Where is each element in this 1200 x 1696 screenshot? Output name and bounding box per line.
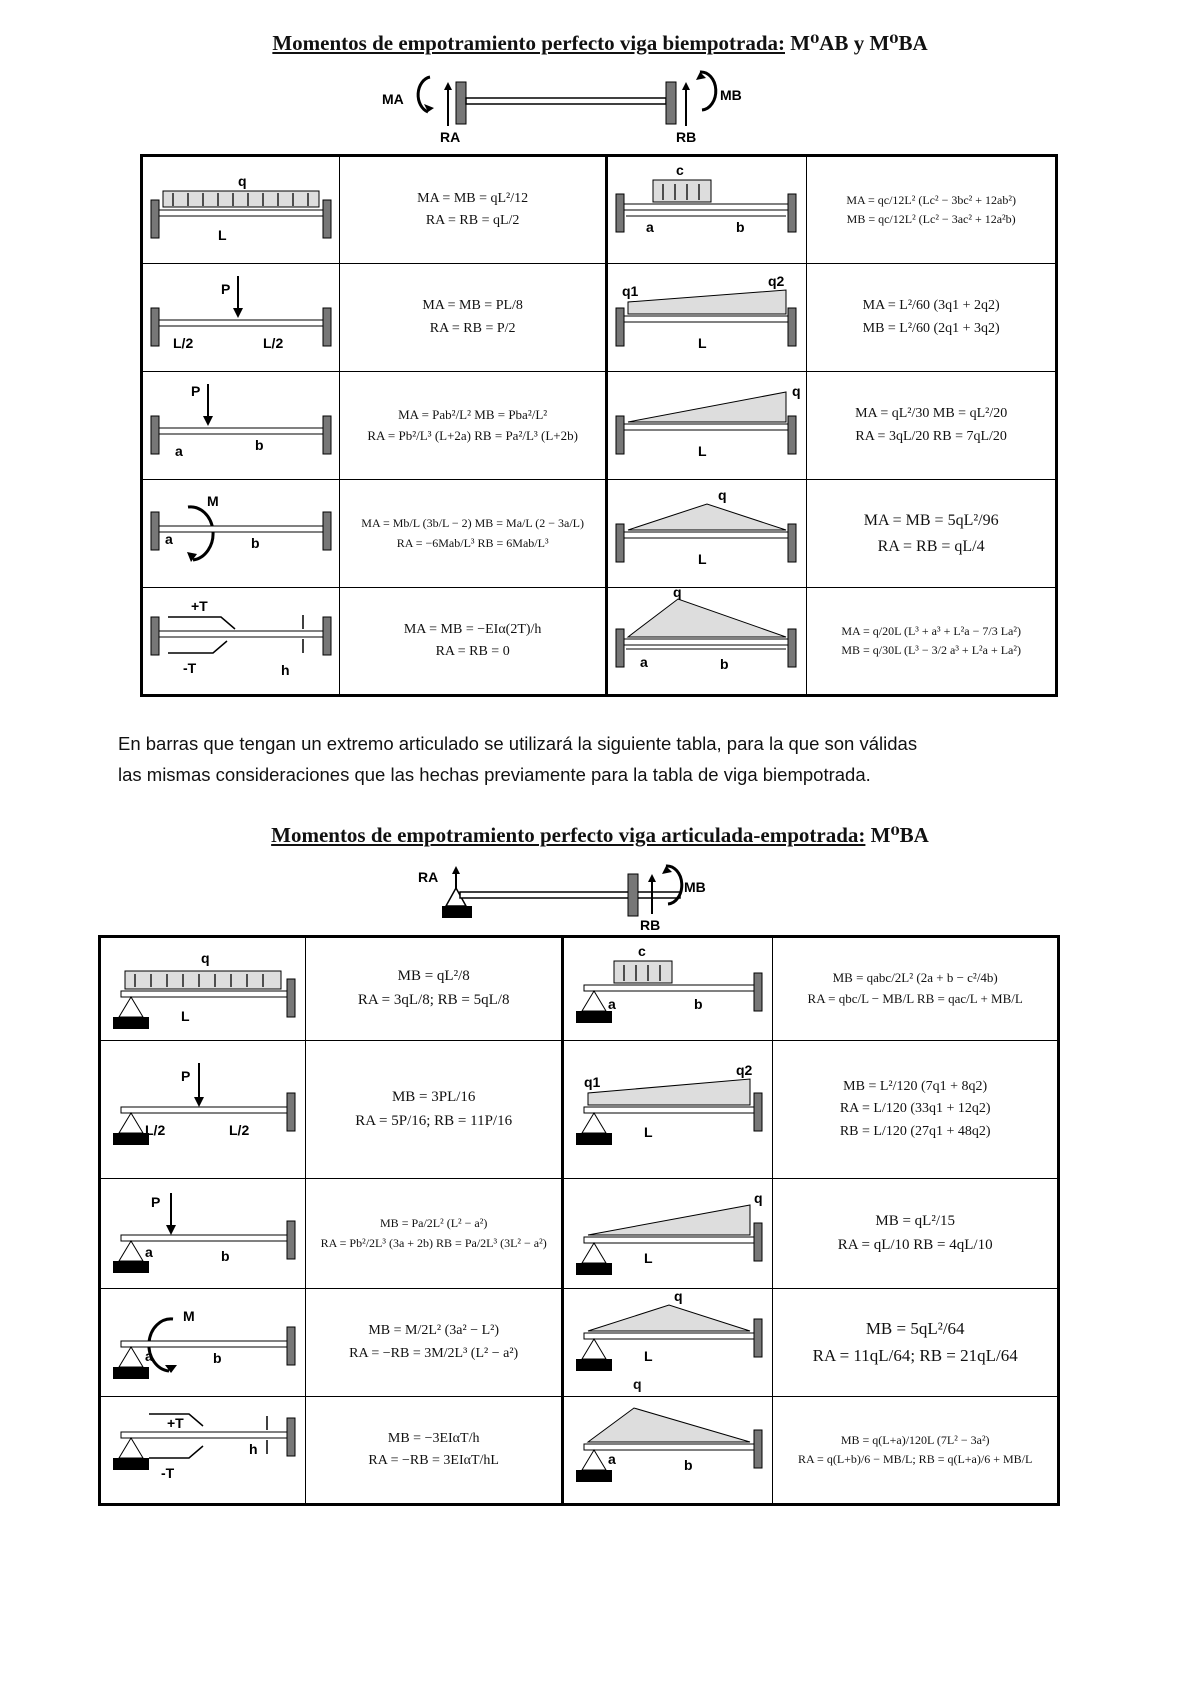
equation: RA = RB = 0 [435,644,510,659]
label-plus-t: +T [191,598,208,614]
label-m: M [207,492,219,509]
label-ra: RA [440,129,461,144]
equation: MB = L²/60 (2q1 + 3q2) [862,320,1000,336]
equation: MB = q/30L (L³ − 3/2 a³ + L²a + La²) [841,643,1021,657]
label-rb: RB [640,917,661,932]
label-p: P [181,1067,191,1084]
label-q1: q1 [584,1073,601,1090]
equation: RA = qbc/L − MB/L RB = qac/L + MB/L [807,991,1023,1006]
equation: MB = −3EIαT/h [387,1430,480,1446]
paragraph-line: En barras que tengan un extremo articulado se utilizará la siguiente tabla, para la que son válidas [118,733,918,754]
label-l2: L/2 [229,1121,250,1138]
case-equations [807,264,1057,372]
case-figure [607,588,807,696]
section2-title-symbols: M⁰BA [870,823,929,847]
label-minus-t: -T [161,1465,175,1481]
table-row [142,156,1057,264]
case-equations [773,937,1059,1041]
label-l: L [698,550,707,567]
table-row [100,1041,1059,1179]
case-figure [100,1041,306,1179]
label-b: b [255,436,264,453]
label-m: M [183,1307,195,1324]
section1-title-text: Momentos de empotramiento perfecto viga biempotrada: [272,31,785,55]
label-a: a [145,1347,153,1364]
label-q: q [201,950,210,966]
label-q2: q2 [736,1061,753,1078]
label-l: L [644,1249,653,1266]
equation: MB = L²/120 (7q1 + 8q2) [843,1079,988,1095]
label-p: P [151,1193,161,1210]
label-q2: q2 [768,272,785,289]
equation: RA = 3qL/20 RB = 7qL/20 [855,428,1007,444]
equation: RA = q(L+b)/6 − MB/L; RB = q(L+a)/6 + MB/L [798,1452,1033,1466]
case-figure [563,937,773,1041]
label-b: b [684,1457,693,1473]
equation: MB = q(L+a)/120L (7L² − 3a²) [840,1432,990,1447]
equation: RA = 11qL/64; RB = 21qL/64 [812,1345,1018,1365]
equation: RA = 5P/16; RB = 11P/16 [355,1112,513,1129]
table-row [142,372,1057,480]
equation: RA = Pb²/L³ (L+2a) RB = Pa²/L³ (L+2b) [367,427,578,443]
equation: MB = M/2L² (3a² − L²) [368,1323,500,1339]
equation: RA = RB = P/2 [429,320,516,336]
case-figure [607,480,807,588]
label-b: b [221,1247,230,1264]
equation: MA = Mb/L (3b/L − 2) MB = Ma/L (2 − 3a/L) [361,516,584,531]
case-figure [607,156,807,264]
label-a: a [175,442,183,459]
label-l: L [218,227,227,243]
case-figure [563,1289,773,1397]
equation: MB = qabc/2L² (2a + b − c²/4b) [832,970,998,986]
label-q: q [238,173,247,189]
case-figure [142,480,340,588]
case-equations [340,480,607,588]
label-minus-t: -T [183,660,197,676]
equation: MA = MB = qL²/12 [417,190,529,206]
label-a: a [608,1451,617,1467]
explanatory-paragraph [118,728,1098,790]
case-equations [306,1041,563,1179]
equation: RA = 3qL/8; RB = 5qL/8 [357,992,510,1008]
label-l: L [181,1008,190,1024]
section1-title [0,30,1200,56]
label-q: q [633,1376,642,1392]
label-p: P [191,382,201,399]
case-equations [773,1179,1059,1289]
label-a: a [646,219,655,235]
case-equations [306,1179,563,1289]
case-equations [340,588,607,696]
label-rb: RB [676,129,697,144]
label-mb: MB [684,879,706,895]
case-figure [563,1041,773,1179]
equation: MA = MB = PL/8 [422,298,523,314]
label-h: h [281,662,290,678]
equation: MB = qL²/8 [397,968,470,985]
case-figure [100,1397,306,1505]
label-a: a [165,530,173,547]
label-l2: L/2 [145,1121,166,1138]
equation: MA = MB = −EIα(2T)/h [403,621,542,637]
case-equations [773,1041,1059,1179]
table-row [142,264,1057,372]
case-equations [807,480,1057,588]
case-figure [607,372,807,480]
case-figure [142,156,340,264]
case-equations [306,1397,563,1505]
case-equations [773,1397,1059,1505]
table-row [100,937,1059,1041]
label-a: a [608,996,617,1012]
label-l: L [698,442,707,459]
equation: RB = L/120 (27q1 + 48q2) [839,1123,991,1139]
equation: MA = L²/60 (3q1 + 2q2) [862,298,1000,314]
table-row [100,1397,1059,1505]
case-figure [100,1289,306,1397]
case-equations [306,1289,563,1397]
equation: RA = −6Mab/L³ RB = 6Mab/L³ [396,535,549,550]
fixed-fixed-beam-diagram [370,62,770,144]
equation: RA = −RB = 3M/2L³ (L² − a²) [349,1345,519,1361]
equation: RA = RB = qL/2 [425,213,520,228]
case-figure [100,1179,306,1289]
label-b: b [736,219,745,235]
label-b: b [213,1349,222,1366]
case-figure [100,937,306,1041]
label-l: L [698,334,707,351]
label-h: h [249,1441,258,1457]
section2-title [0,822,1200,848]
case-equations [807,588,1057,696]
equation: MA = qc/12L² (Lc² − 3bc² + 12ab²) [846,192,1016,207]
label-q: q [792,382,801,399]
table-row [142,588,1057,696]
case-equations [773,1289,1059,1397]
equation: MA = qL²/30 MB = qL²/20 [855,406,1008,422]
case-equations [340,156,607,264]
label-c: c [638,943,647,959]
label-plus-t: +T [167,1415,184,1431]
label-b: b [694,996,703,1012]
label-l2: L/2 [263,334,284,351]
label-c: c [676,162,685,178]
table-row [100,1289,1059,1397]
label-l: L [644,1347,653,1364]
pinned-fixed-beam-diagram [410,862,740,932]
equation: MB = qL²/15 [875,1212,955,1229]
case-equations [340,264,607,372]
label-q1: q1 [622,282,639,299]
case-equations [306,937,563,1041]
label-l2: L/2 [173,334,194,351]
label-a: a [640,654,649,670]
case-equations [807,372,1057,480]
equation: MA = q/20L (L³ + a³ + L²a − 7/3 La²) [841,623,1021,638]
case-equations [340,372,607,480]
label-l: L [644,1123,653,1140]
case-figure [142,588,340,696]
pinned-fixed-table [98,935,1060,1506]
label-ra: RA [418,869,439,885]
equation: MA = Pab²/L² MB = Pba²/L² [398,406,548,422]
case-figure [563,1397,773,1505]
case-figure [142,372,340,480]
label-ma: MA [382,91,404,107]
case-equations [807,156,1057,264]
label-q: q [673,589,682,600]
label-q: q [674,1290,683,1304]
label-b: b [720,656,729,672]
equation: MB = qc/12L² (Lc² − 3ac² + 12a²b) [846,212,1016,226]
fixed-fixed-table [140,154,1058,697]
table-row [142,480,1057,588]
label-mb: MB [720,87,742,103]
equation: RA = Pb²/2L³ (3a + 2b) RB = Pa/2L³ (3L² − a²) [320,1235,547,1250]
case-figure [607,264,807,372]
equation: RA = L/120 (33q1 + 12q2) [839,1101,991,1117]
equation: MB = 3PL/16 [391,1088,476,1105]
label-q: q [754,1189,763,1206]
label-b: b [251,534,260,551]
paragraph-line: las mismas consideraciones que las hechas previamente para la tabla de viga biempotrada. [118,764,871,785]
equation: MA = MB = 5qL²/96 [863,512,999,530]
equation: RA = RB = qL/4 [877,537,985,555]
section2-title-text: Momentos de empotramiento perfecto viga articulada-empotrada: [271,823,866,847]
label-p: P [221,280,231,297]
equation: MB = 5qL²/64 [865,1318,965,1338]
section1-title-symbols: M⁰AB y M⁰BA [790,31,928,55]
equation: MB = Pa/2L² (L² − a²) [380,1216,488,1231]
case-figure [142,264,340,372]
label-q: q [718,486,727,503]
case-figure [563,1179,773,1289]
equation: RA = −RB = 3EIαT/hL [368,1453,499,1468]
table-row [100,1179,1059,1289]
equation: RA = qL/10 RB = 4qL/10 [837,1236,993,1253]
label-a: a [145,1243,153,1260]
